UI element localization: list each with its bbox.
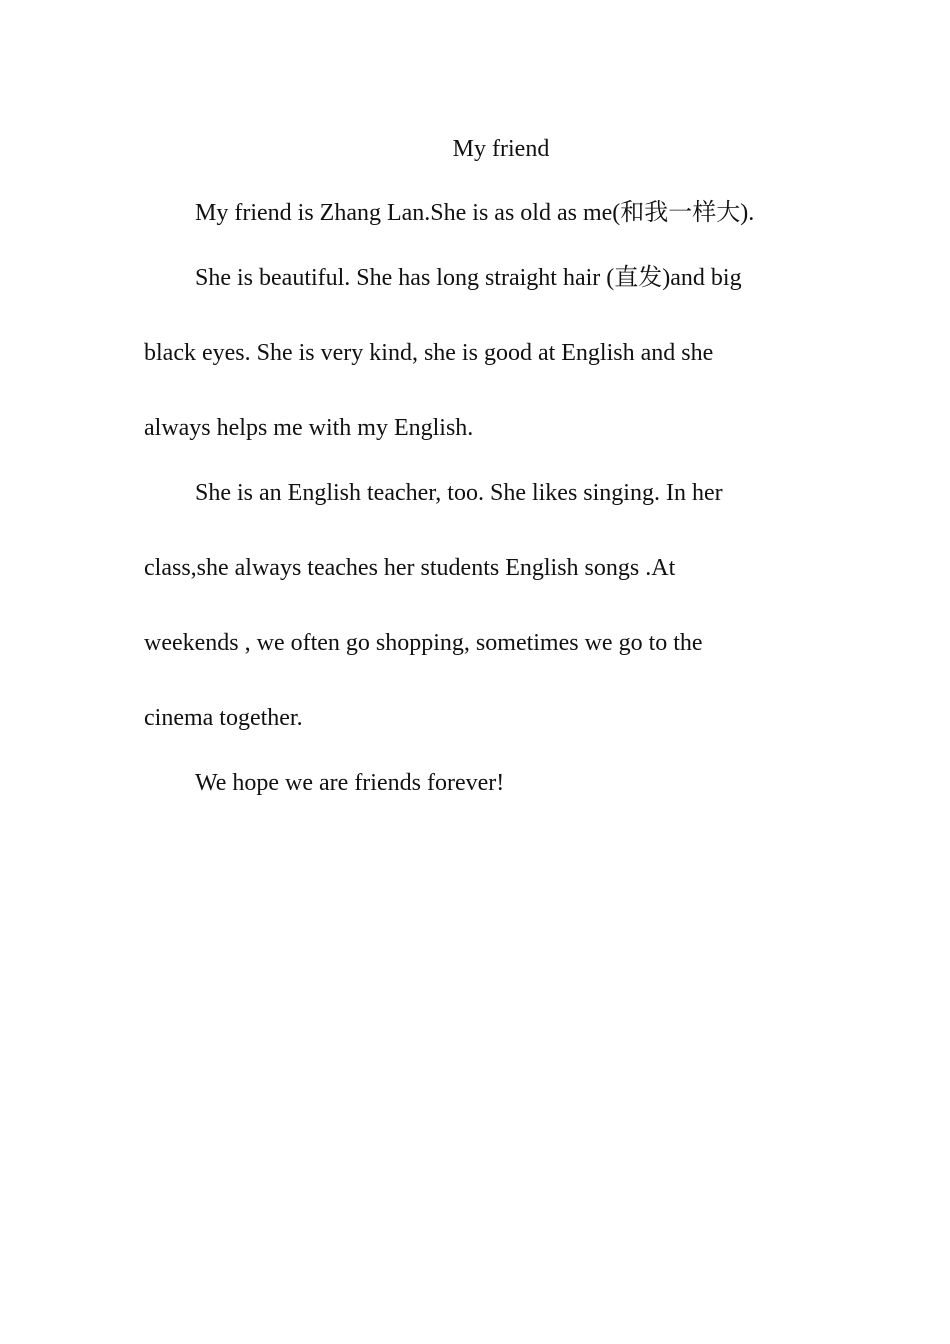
paragraph-line: We hope we are friends forever! <box>195 770 505 796</box>
paragraph-line: weekends , we often go shopping, sometimes we go to the <box>144 630 703 656</box>
paragraph-2 <box>144 263 804 443</box>
paragraph-4 <box>144 768 804 798</box>
document-body <box>144 198 804 798</box>
paragraph-line: class,she always teaches her students English songs .At <box>144 555 676 581</box>
paragraph-line: black eyes. She is very kind, she is good at English and she <box>144 340 714 366</box>
paragraph-line: She is beautiful. She has long straight hair (直发)and big <box>195 265 742 291</box>
paragraph-1 <box>144 198 804 228</box>
paragraph-line: always helps me with my English. <box>144 415 474 441</box>
paragraph-line: My friend is Zhang Lan.She is as old as me(和我一样大). <box>195 200 755 226</box>
paragraph-line: She is an English teacher, too. She likes singing. In her <box>195 480 723 506</box>
paragraph-line: cinema together. <box>144 705 303 731</box>
paragraph-3 <box>144 478 804 733</box>
document-title: My friend <box>452 136 550 162</box>
